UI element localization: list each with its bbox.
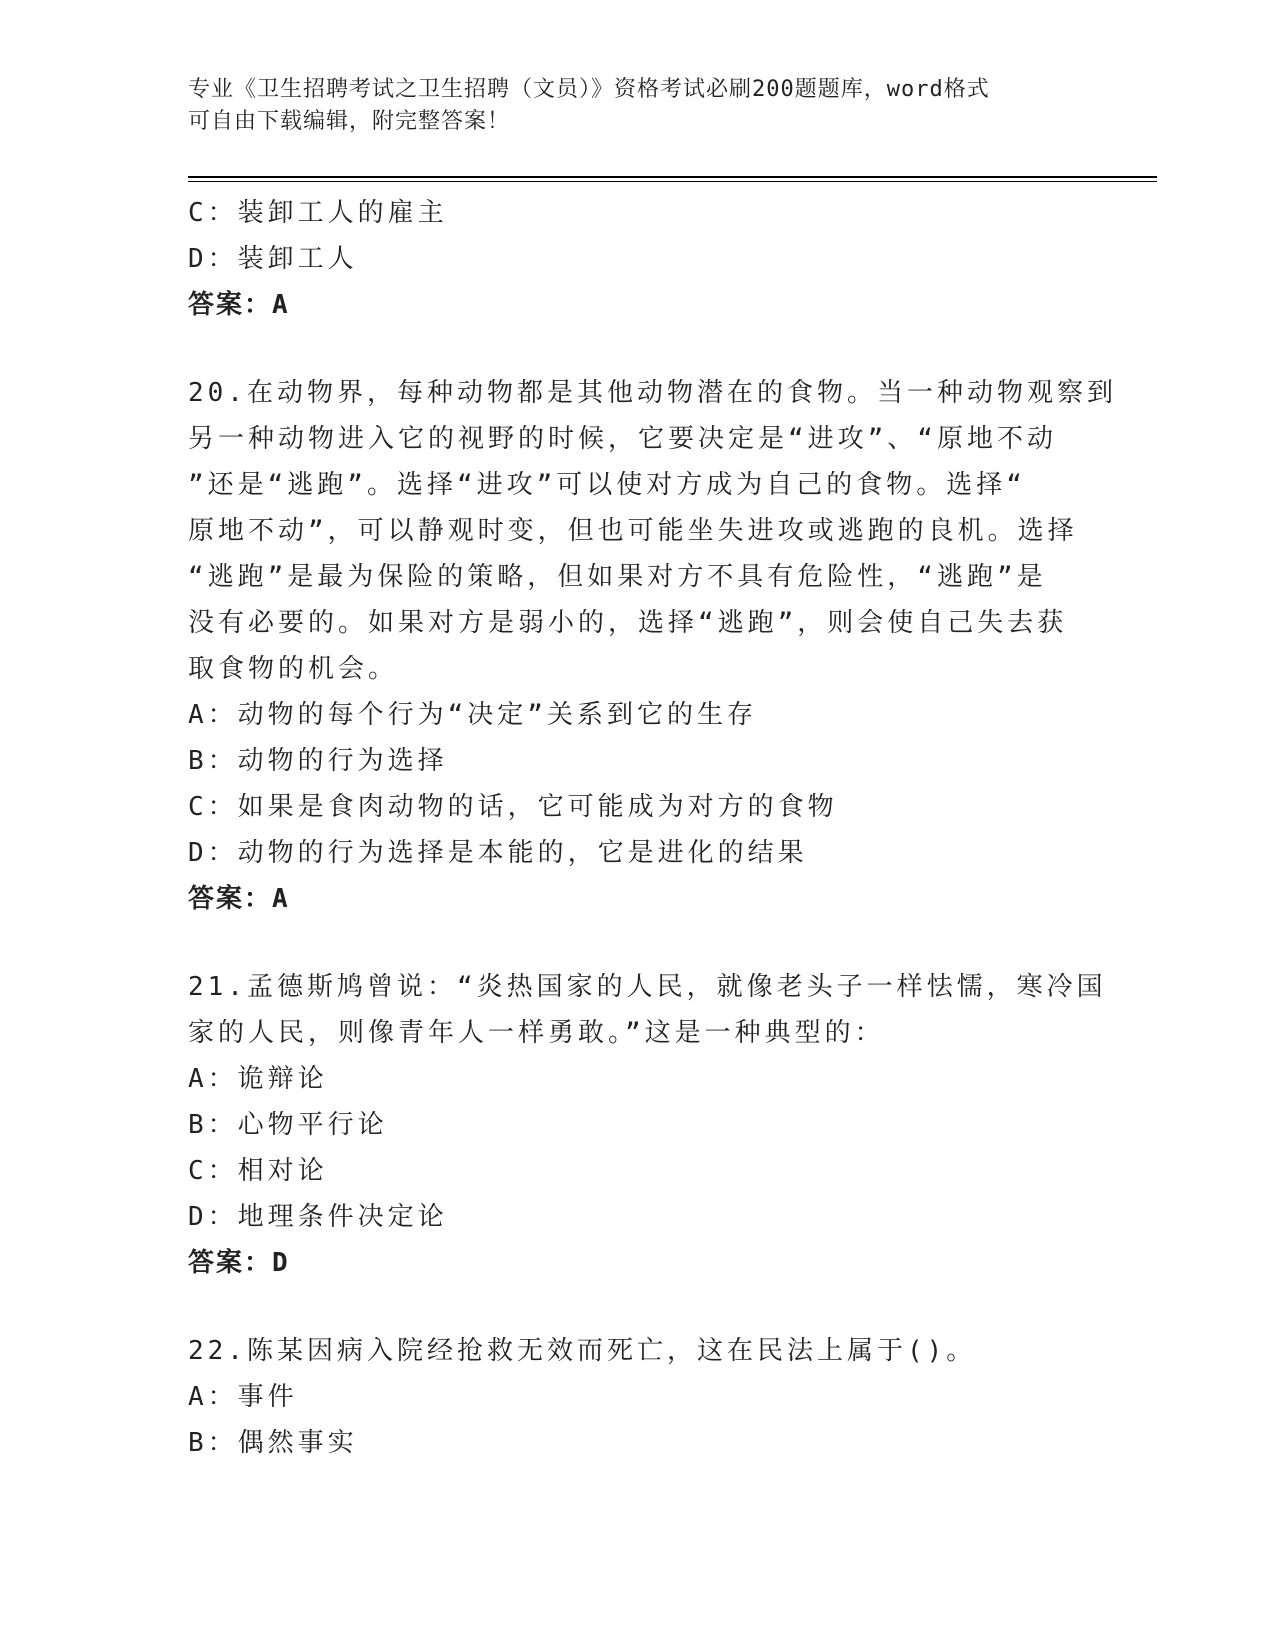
option-b: B：偶然事实 — [188, 1428, 358, 1458]
question-text-line: 21.孟德斯鸠曾说：“炎热国家的人民，就像老头子一样怯懦，寒冷国 — [188, 972, 1107, 1002]
option-a: A：事件 — [188, 1382, 298, 1412]
question-text-line: 没有必要的。如果对方是弱小的，选择“逃跑”，则会使自己失去获 — [188, 608, 1068, 638]
question-text-line: 家的人民，则像青年人一样勇敢。”这是一种典型的： — [188, 1018, 885, 1048]
option-d: D：动物的行为选择是本能的，它是进化的结果 — [188, 838, 808, 868]
header-line-1: 专业《卫生招聘考试之卫生招聘（文员）》资格考试必刷200题题库，word格式 — [188, 77, 990, 102]
previous-question-tail — [188, 190, 1078, 328]
question-text-line: 取食物的机会。 — [188, 654, 399, 684]
option-a: A：动物的每个行为“决定”关系到它的生存 — [188, 700, 757, 730]
option-c: C：装卸工人的雇主 — [188, 198, 448, 228]
question-text-line: ”还是“逃跑”。选择“进攻”可以使对方成为自己的食物。选择“ — [188, 470, 1026, 500]
header-divider-thin — [188, 181, 1157, 182]
answer-line: 答案：A — [188, 884, 290, 914]
question-21 — [188, 964, 1107, 1286]
document-header — [188, 74, 1068, 138]
option-b: B：心物平行论 — [188, 1110, 388, 1140]
question-text-line: 另一种动物进入它的视野的时候，它要决定是“进攻”、“原地不动 — [188, 424, 1057, 454]
option-a: A：诡辩论 — [188, 1064, 328, 1094]
question-text-line: “逃跑”是最为保险的策略，但如果对方不具有危险性，“逃跑”是 — [188, 562, 1047, 592]
answer-line: 答案：A — [188, 290, 290, 320]
question-text-line: 20.在动物界，每种动物都是其他动物潜在的食物。当一种动物观察到 — [188, 378, 1117, 408]
option-d: D：装卸工人 — [188, 244, 358, 274]
header-line-2: 可自由下载编辑，附完整答案！ — [188, 109, 511, 134]
option-c: C：相对论 — [188, 1156, 328, 1186]
document-body — [188, 190, 1117, 1466]
option-b: B：动物的行为选择 — [188, 746, 448, 776]
question-text-line: 原地不动”，可以静观时变，但也可能坐失进攻或逃跑的良机。选择 — [188, 516, 1078, 546]
answer-line: 答案：D — [188, 1248, 290, 1278]
question-text-line: 22.陈某因病入院经抢救无效而死亡，这在民法上属于()。 — [188, 1336, 977, 1366]
option-c: C：如果是食肉动物的话，它可能成为对方的食物 — [188, 792, 838, 822]
header-divider-thick — [188, 176, 1157, 178]
question-20 — [188, 370, 1117, 922]
question-22 — [188, 1328, 1078, 1466]
option-d: D：地理条件决定论 — [188, 1202, 448, 1232]
